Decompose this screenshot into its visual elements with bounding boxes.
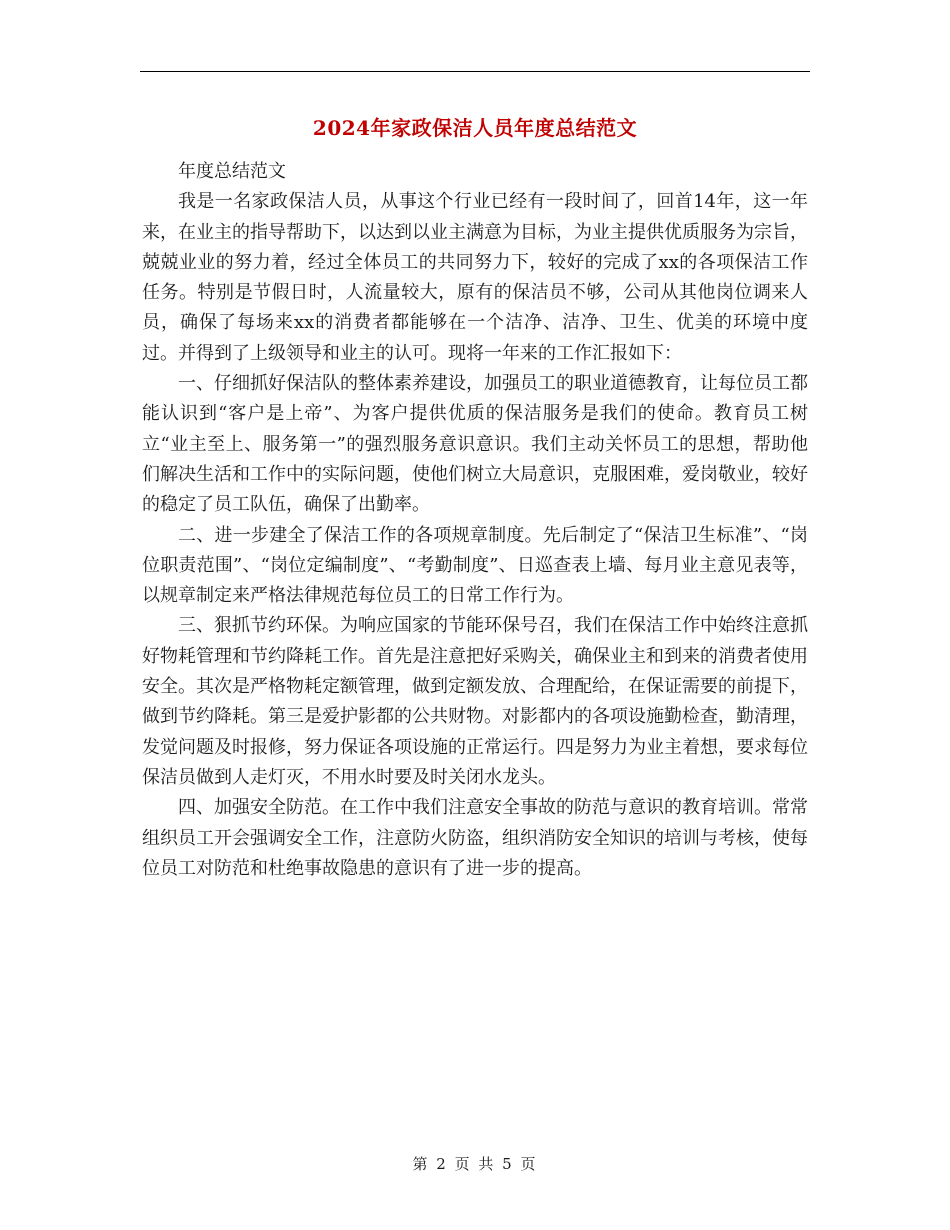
paragraph-section-4: 四、加强安全防范。在工作中我们注意安全事故的防范与意识的教育培训。常常组织员工开会强调安全工作，注意防火防盗，组织消防安全知识的培训与考核，使每位员工对防范和杜绝事故隐患的意识有了进一步的提高。 <box>142 797 808 879</box>
paragraph-section-1: 一、仔细抓好保洁队的整体素养建设，加强员工的职业道德教育，让每位员工都能认识到“客户是上帝”、为客户提供优质的保洁服务是我们的使命。教育员工树立“业主至上、服务第一”的强烈服务意识意识。我们主动关怀员工的思想，帮助他们解决生活和工作中的实际问题，使他们树立大局意识，克服困难，爱岗敬业，较好的稳定了员工队伍，确保了出勤率。 <box>142 373 808 516</box>
paragraph-section-2: 二、进一步建全了保洁工作的各项规章制度。先后制定了“保洁卫生标准”、“岗位职责范围”、“岗位定编制度”、“考勤制度”、日巡查表上墙、每月业主意见表等，以规章制定来严格法律规范每位员工的日常工作行为。 <box>142 524 808 607</box>
document-title: 2024年家政保洁人员年度总结范文 <box>312 116 638 140</box>
paragraph-section-3: 三、狠抓节约环保。为响应国家的节能环保号召，我们在保洁工作中始终注意抓好物耗管理和节约降耗工作。首先是注意把好采购关，确保业主和到来的消费者使用安全。其次是严格物耗定额管理，做到定额发放、合理配给，在保证需要的前提下，做到节约降耗。第三是爱护影都的公共财物。对影都内的各项设施勤检查，勤清理，发觉问题及时报修，努力保证各项设施的正常运行。四是努力为业主着想，要求每位保洁员做到人走灯灭，不用水时要及时关闭水龙头。 <box>142 615 808 788</box>
paragraph-intro: 我是一名家政保洁人员，从事这个行业已经有一段时间了，回首14年，这一年来，在业主的指导帮助下，以达到以业主满意为目标，为业主提供优质服务为宗旨，兢兢业业的努力着，经过全体员工的共同努力下，较好的完成了xx的各项保洁工作任务。特别是节假日时，人流量较大，原有的保洁员不够，公司从其他岗位调来人员，确保了每场来xx的消费者都能够在一个洁净、洁净、卫生、优美的环境中度过。并得到了上级领导和业主的认可。现将一年来的工作汇报如下： <box>142 191 808 364</box>
document-body <box>142 157 808 884</box>
header-rule <box>140 71 810 72</box>
page-number: 第 2 页 共 5 页 <box>412 1155 538 1173</box>
paragraph-subtitle: 年度总结范文 <box>178 161 286 182</box>
